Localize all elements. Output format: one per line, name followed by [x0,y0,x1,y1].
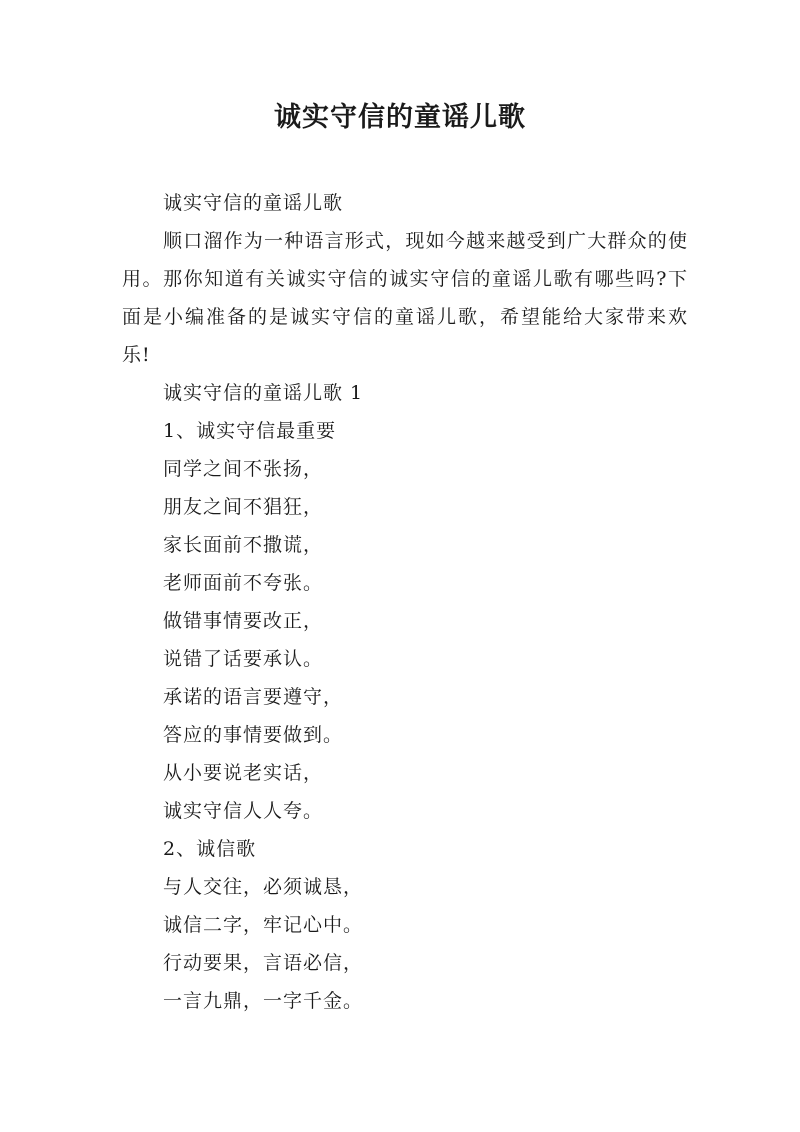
song2-line: 与人交往，必须诚恳， [163,876,364,898]
song1-line: 承诺的语言要遵守， [163,686,344,708]
song1-line: 答应的事情要做到。 [163,724,344,746]
song2-heading: 2、诚信歌 [163,838,257,860]
song2-line: 一言九鼎，一字千金。 [163,990,364,1012]
song1-line: 家长面前不撒谎， [163,534,324,556]
document-title: 诚实守信的童谣儿歌 [274,102,526,133]
song1-line: 朋友之间不猖狂， [163,496,324,518]
song1-line: 老师面前不夸张。 [163,572,324,594]
document-body [122,184,688,1020]
song1-line: 诚实守信人人夸。 [163,800,324,822]
intro-paragraph: 顺口溜作为一种语言形式，现如今越来越受到广大群众的使用。那你知道有关诚实守信的诚实守信的童谣儿歌有哪些吗?下面是小编准备的是诚实守信的童谣儿歌，希望能给大家带来欢乐! [122,230,688,366]
song2-line: 诚信二字，牢记心中。 [163,914,364,936]
song1-line: 同学之间不张扬， [163,458,324,480]
section-heading: 诚实守信的童谣儿歌 1 [163,382,364,404]
song1-heading: 1、诚实守信最重要 [163,420,337,442]
song1-line: 做错事情要改正， [163,610,324,632]
song1-line: 说错了话要承认。 [163,648,324,670]
song1-line: 从小要说老实话， [163,762,324,784]
song2-line: 行动要果，言语必信， [163,952,364,974]
intro-heading: 诚实守信的童谣儿歌 [163,192,344,214]
